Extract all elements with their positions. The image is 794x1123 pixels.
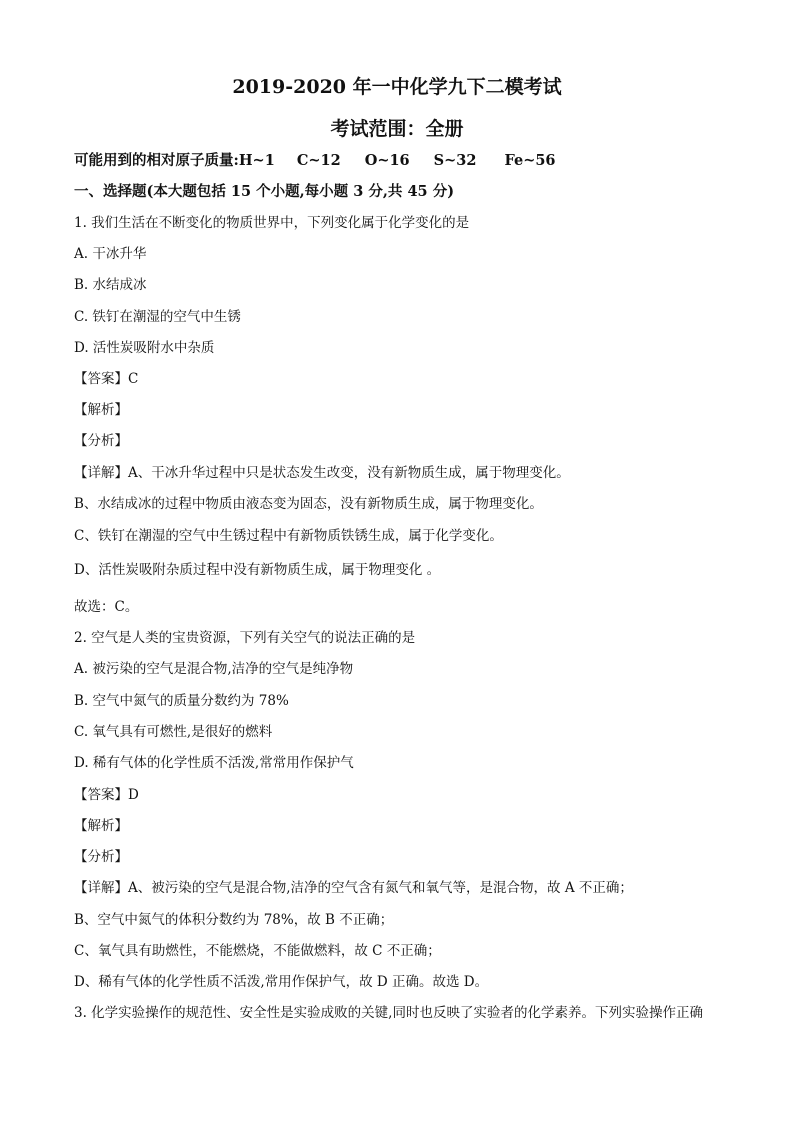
q1-detail-d: D、活性炭吸附杂质过程中没有新物质生成，属于物理变化 。 bbox=[74, 562, 441, 578]
q2-analysis-label: 【解析】 bbox=[74, 818, 128, 834]
q2-option-a: A. 被污染的空气是混合物,洁净的空气是纯净物 bbox=[74, 661, 354, 677]
q2-detail-d: D、稀有气体的化学性质不活泼,常用作保护气，故 D 正确。故选 D。 bbox=[74, 974, 489, 990]
q3-stem: 3. 化学实验操作的规范性、安全性是实验成败的关键,同时也反映了实验者的化学素养。下列实验操作正确 bbox=[74, 1005, 703, 1021]
q1-answer: 【答案】C bbox=[74, 371, 139, 387]
mass-h: H~1 bbox=[238, 152, 275, 169]
q1-option-c: C. 铁钉在潮湿的空气中生锈 bbox=[74, 309, 241, 325]
mass-s: S~32 bbox=[433, 152, 477, 169]
q1-detail-b: B、水结成冰的过程中物质由液态变为固态，没有新物质生成，属于物理变化。 bbox=[74, 496, 543, 512]
q1-option-b: B. 水结成冰 bbox=[74, 277, 147, 293]
q2-stem: 2. 空气是人类的宝贵资源，下列有关空气的说法正确的是 bbox=[74, 630, 416, 646]
q2-detail-a: 【详解】A、被污染的空气是混合物,洁净的空气含有氮气和氧气等，是混合物，故 A 不正确； bbox=[74, 880, 633, 896]
q2-option-d: D. 稀有气体的化学性质不活泼,常常用作保护气 bbox=[74, 755, 354, 771]
atomic-masses-line bbox=[74, 152, 556, 170]
q1-option-a: A. 干冰升华 bbox=[74, 246, 147, 262]
q2-detail-c: C、氧气具有助燃性，不能燃烧，不能做燃料，故 C 不正确； bbox=[74, 943, 441, 959]
q2-option-b: B. 空气中氮气的质量分数约为 78% bbox=[74, 693, 289, 709]
q2-detail-b: B、空气中氮气的体积分数约为 78%，故 B 不正确； bbox=[74, 912, 394, 928]
q2-fenxi-label: 【分析】 bbox=[74, 849, 128, 865]
q2-option-c: C. 氧气具有可燃性,是很好的燃料 bbox=[74, 724, 273, 740]
q2-answer: 【答案】D bbox=[74, 787, 139, 803]
section-heading: 一、选择题(本大题包括 15 个小题,每小题 3 分,共 45 分) bbox=[74, 183, 455, 200]
q1-analysis-label: 【解析】 bbox=[74, 402, 128, 418]
mass-o: O~16 bbox=[364, 152, 410, 169]
mass-fe: Fe~56 bbox=[504, 152, 556, 169]
exam-title: 2019-2020 年一中化学九下二模考试 bbox=[232, 76, 562, 98]
mass-c: C~12 bbox=[296, 152, 341, 169]
q1-option-d: D. 活性炭吸附水中杂质 bbox=[74, 340, 215, 356]
q1-detail-c: C、铁钉在潮湿的空气中生锈过程中有新物质铁锈生成，属于化学变化。 bbox=[74, 528, 503, 544]
q1-conclusion: 故选：C。 bbox=[74, 599, 139, 615]
atomic-masses-label: 可能用到的相对原子质量: bbox=[74, 152, 239, 169]
q1-detail-a: 【详解】A、干冰升华过程中只是状态发生改变，没有新物质生成，属于物理变化。 bbox=[74, 465, 570, 481]
q1-fenxi-label: 【分析】 bbox=[74, 433, 128, 449]
exam-scope: 考试范围：全册 bbox=[330, 118, 464, 140]
q1-stem: 1. 我们生活在不断变化的物质世界中，下列变化属于化学变化的是 bbox=[74, 215, 470, 231]
